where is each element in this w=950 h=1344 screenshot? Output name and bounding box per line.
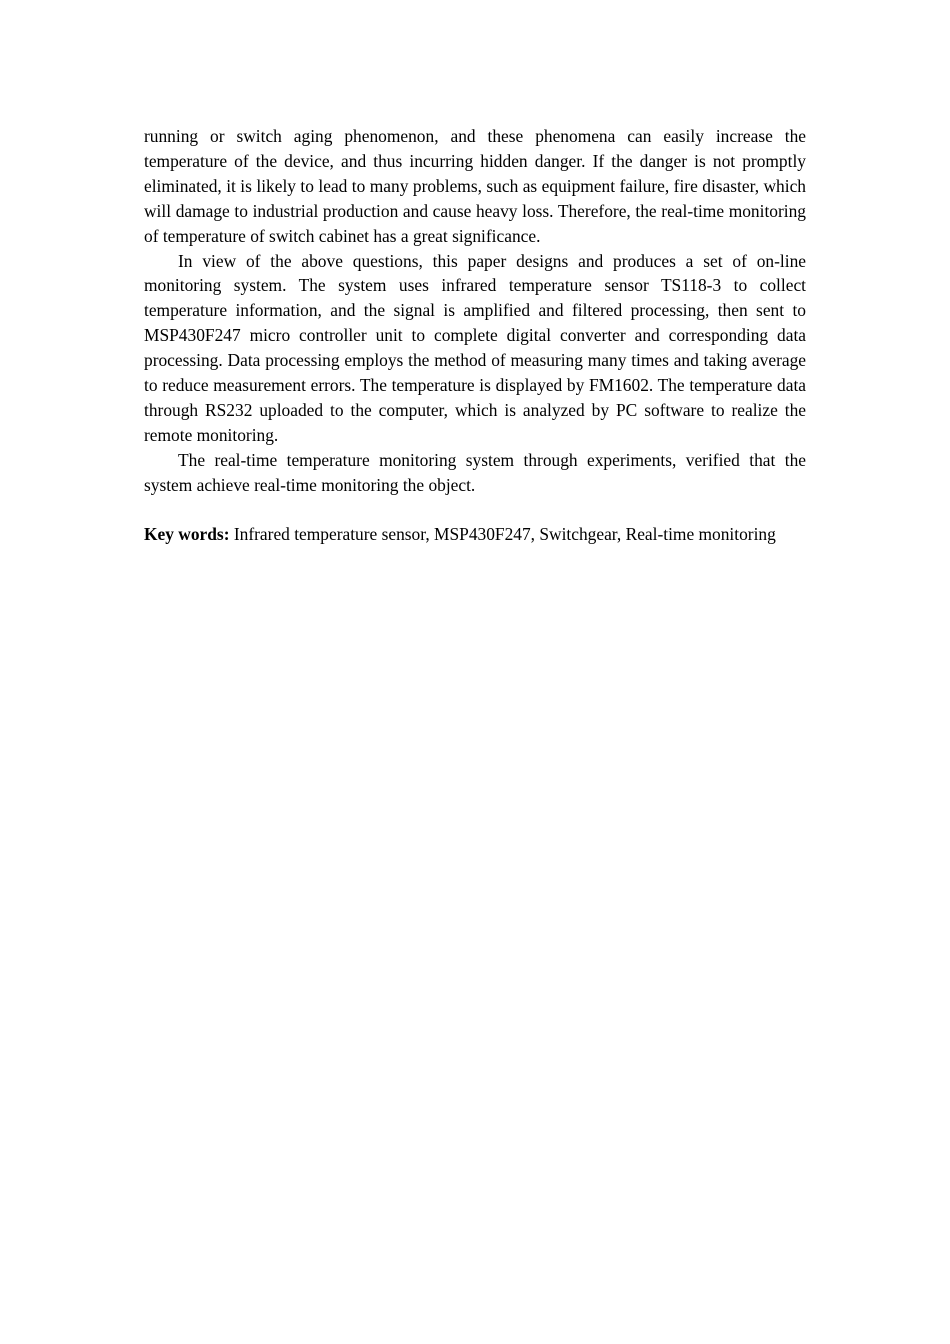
keywords-line: [144, 522, 806, 547]
keywords-label: Key words:: [144, 524, 230, 545]
document-page: [144, 124, 806, 547]
abstract-paragraph-1: running or switch aging phenomenon, and these phenomena can easily increase the temperature of the device, and thus incurring hidden danger. If the danger is not promptly eliminated, it is likely to lead to many problems, such as equipment failure, fire disaster, which will damage to industrial production and cause heavy loss. Therefore, the real-time monitoring of temperature of switch cabinet has a great significance.: [144, 126, 806, 246]
keywords-text: Infrared temperature sensor, MSP430F247, Switchgear, Real-time monitoring: [233, 524, 776, 545]
abstract-paragraph-3: The real-time temperature monitoring system through experiments, verified that the system achieve real-time monitoring the object.: [144, 449, 806, 495]
abstract-paragraph-2: In view of the above questions, this paper designs and produces a set of on-line monitoring system. The system uses infrared temperature sensor TS118-3 to collect temperature information, and the signal is amplified and filtered processing, then sent to MSP430F247 micro controller unit to complete digital converter and corresponding data processing. Data processing employs the method of measuring many times and taking average to reduce measurement errors. The temperature is displayed by FM1602. The temperature data through RS232 uploaded to the computer, which is analyzed by PC software to realize the remote monitoring.: [144, 250, 806, 445]
